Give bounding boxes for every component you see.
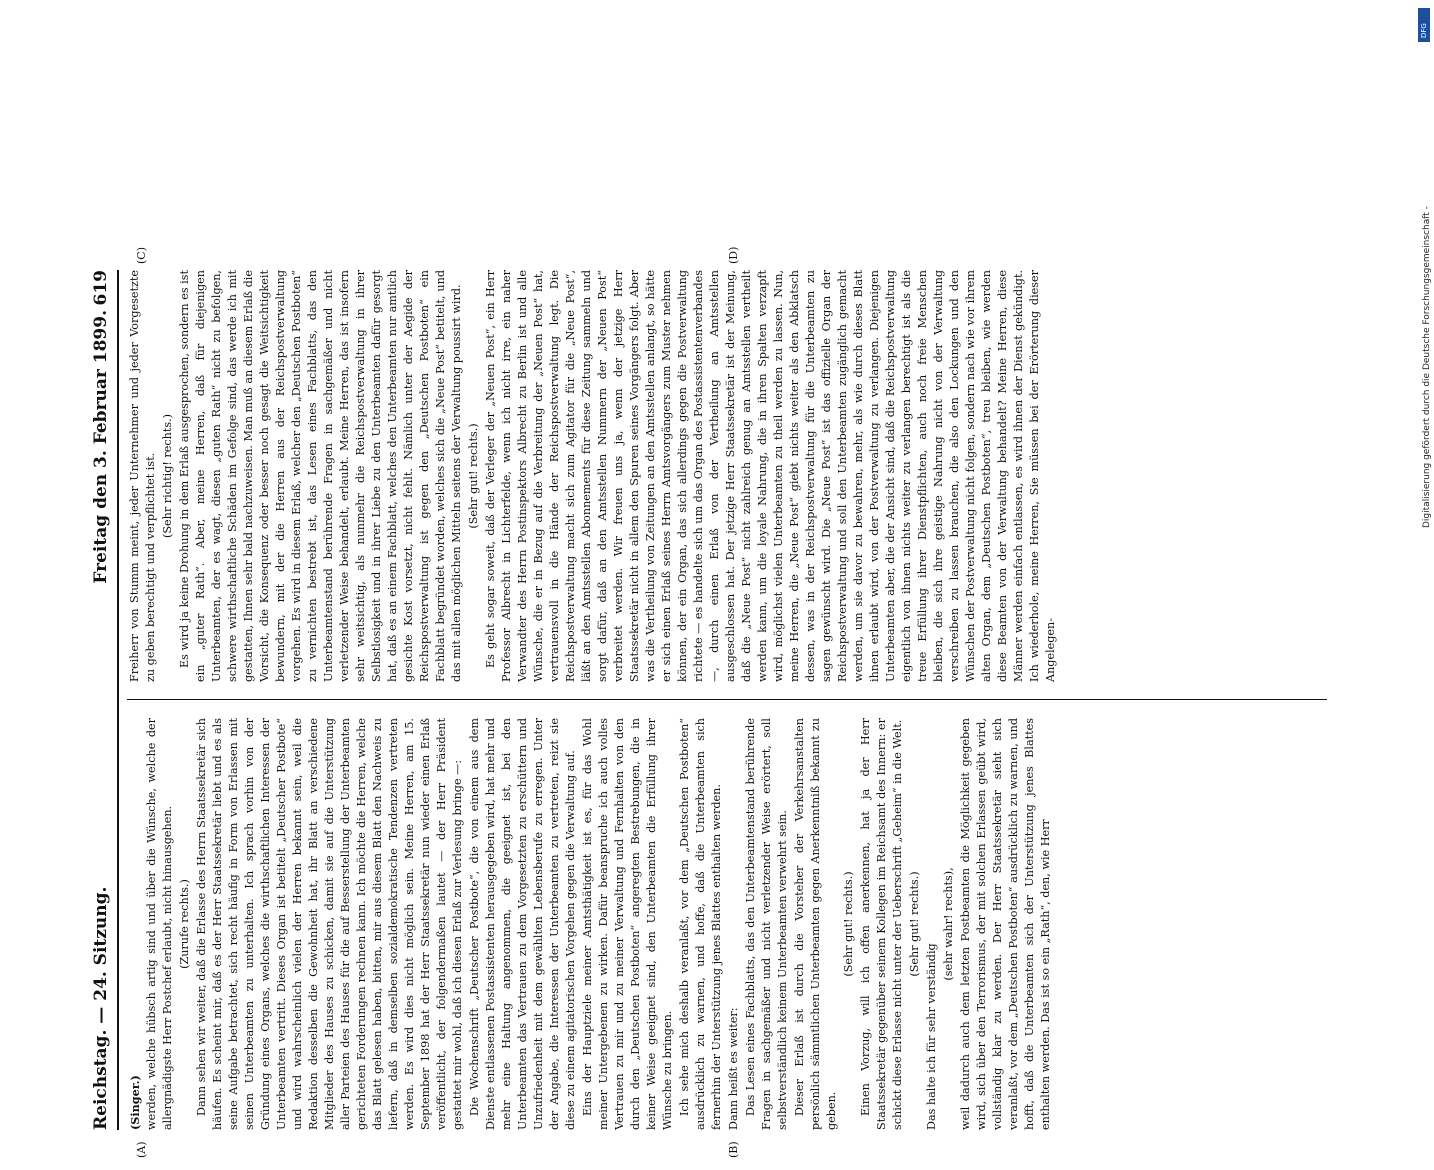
interjection: (Zurufe rechts.) [178,879,191,969]
margin-marker-b: (B) [727,1141,740,1158]
page-header [87,270,119,1130]
speaker-label: (Singer.) [128,1075,142,1130]
quoted-decree: Die Wochenschrift „Deutscher Postbote“, die von einem aus dem Dienste entlassenen Postassistenten herausgegeben wird, hat mehr und mehr eine Haltung angenommen, die geeignet ist, bei den Unterbeamten das Vertrauen zu dem Vorgesetzten zu erschüttern und Unzufriedenheit mit dem gewählten Lebensberufe zu erregen. Unter der Angabe, die Interessen der Unterbeamten zu vertreten, reizt sie diese zu einem agitatorischen Vorgehen gegen die Verwaltung auf. [468,718,577,1130]
paragraph: Freiherr von Stumm meint, jeder Unternehmer und jeder Vorgesetzte zu geben berechtigt und verpflichtet ist. [128,270,157,682]
paragraph: Einen Vorzug, will ich offen anerkennen, hat ja der Herr Staatssekretär gegenüber seinem Kollegen im Reichsamt des Innern: er schickt diese Erlasse nicht unter der Ueberschrift „Geheim“ in die Welt. [859,718,904,1130]
interjection: (sehr wahr! rechts), [942,867,955,981]
paragraph: Das halte ich für sehr verständig [925,943,938,1130]
interjection: (Sehr gut! rechts.) [467,423,480,529]
interjection: (Sehr richtig! rechts.) [161,413,174,539]
header-session-title: Reichstag. — 24. Sitzung. [91,886,111,1130]
interjection: (Sehr gut! rechts.) [908,871,921,977]
page-content [87,246,1347,1158]
quoted-decree: Ich sehe mich deshalb veranlaßt, vor dem „Deutschen Postboten“ ausdrücklich zu warnen, und hoffe, daß die Unterbeamten sich fernerhin der Unterstützung jenes Blattes enthalten werden. [678,718,723,1130]
quoted-decree: Das Lesen eines Fachblatts, das den Unterbeamtenstand berührende Fragen in sachgemäßer und nicht verletzender Weise erörtert, soll selbstverständlich keinem Unterbeamten verwehrt sein. [744,718,789,1130]
margin-marker-c: (C) [135,247,148,264]
quoted-decree: Dieser Erlaß ist durch die Vorsteher der Verkehrsanstalten persönlich sämmtlichen Unterbeamten gegen Anerkenntniß bekannt zu geben. [793,718,838,1130]
paragraph: Es wird ja keine Drohung in dem Erlaß ausgesprochen, sondern es ist ein „guter Rath“. Aber, meine Herren, daß für diejenigen Unterbeamten, der es wagt, diesen „guten Rath“ nicht zu befolgen, schwere wirthschaftliche Schäden im Gefolge sind, das werde ich mit gestatten, Ihnen sehr bald nachzuweisen. Man muß an diesem Erlaß die Vorsicht, die Konsequenz oder besser noch gesagt die Weitsichtigkeit bewundern, mit der die Herren aus der Reichspostverwaltung vorgehen. Es wird in diesem Erlaß, welcher den „Deutschen Postboten“ zu vernichten bestrebt ist, das Lesen eines Fachblatts, das den Unterbeamtenstand berührende Fragen in sachgemäßer und nicht verletzender Weise behandelt, erlaubt. Meine Herren, das ist insofern sehr weitsichtig, als nunmehr die Reichspostverwaltung in ihrer Selbstlosigkeit und in ihrer Liebe zu den Unterbeamten dafür gesorgt hat, daß es an einem Fachblatt, welches den Unterbeamten nur amtlich gesichte Kost vorsetzt, nicht fehlt. Nämlich unter der Aegide der Reichspostverwaltung ist gegen den „Deutschen Postboten“ ein Fachblatt begründet worden, welches sich die „Neue Post“ betitelt, und das mit allen möglichen Mitteln seitens der Verwaltung poussirt wird. [178,270,463,682]
margin-marker-d: (D) [727,246,740,264]
paragraph: Es geht sogar soweit, daß der Verleger der „Neuen Post“, ein Herr Professor Albrecht in Lichterfelde, wenn ich nicht irre, ein naher Verwandter des Herrn Postinspektors Albrecht zu Berlin ist und alle Wünsche, die er in Bezug auf die Verbreitung der „Neuen Post“ hat, vertrauensvoll in die Hände der Reichspostverwaltung legt. Die Reichspostverwaltung macht sich zum Agitator für die „Neue Post“, läßt an den Amtsstellen Abonnements für diese Zeitung sammeln und sorgt dafür, daß an den Amtsstellen Nummern der „Neuen Post“ verbreitet werden. Wir freuen uns ja, wenn der jetzige Herr Staatssekretär nicht in allem den Spuren seines Vorgängers folgt. Aber was die Vertheilung von Zeitungen an den Amtsstellen anlangt, so hätte er sich einen Erlaß seines Herrn Amtsvorgängers zum Muster nehmen können, der ein Organ, das sich allerdings gegen die Postverwaltung richtete — es handelte sich um das Organ des Postassistentenverbandes —, durch einen Erlaß von der Vertheilung an Amtsstellen ausgeschlossen hat. Der jetzige Herr Staatssekretär ist der Meinung, daß die „Neue Post“ nicht zahlreich genug an Amtsstellen vertheilt werden kann, um die loyale Nahrung, die in ihren Spalten verzapft wird, möglichst vielen Unterbeamten zu theil werden zu lassen. Nun, meine Herren, die „Neue Post“ giebt nichts weiter als den Abklatsch dessen, was in der Reichspostverwaltung für die Unterbeamten zu sagen gewünscht wird. Die „Neue Post“ ist das offizielle Organ der Reichspostverwaltung und soll den Unterbeamten zugänglich gemacht werden, um sie davor zu bewahren, mehr, als wie durch dieses Blatt ihnen erlaubt wird, von der Postverwaltung zu verlangen. Diejenigen Unterbeamten aber, die der Ansicht sind, daß die Reichspostverwaltung eigentlich von ihnen nichts weiter zu verlangen berechtigt ist als die treue Erfüllung ihrer Dienstpflichten, auch noch freie Menschen bleiben, die sich ihre geistige Nahrung nicht von der Verwaltung verschreiben zu lassen brauchen, die also den Lockungen und den Wünschen der Postverwaltung nicht folgen, sondern nach wie vor ihrem alten Organ, dem „Deutschen Postboten“, treu bleiben, wie werden diese Beamten von der Verwaltung behandelt? Meine Herren, diese Männer werden einfach entlassen, es wird ihnen der Dienst gekündigt. Ich wiederhole, meine Herren, Sie müssen bei der Erörterung dieser Angelegen- [484,269,1057,682]
paragraph: werden, welche hübsch artig sind und über die Wünsche, welche der allergnädigste Herr Postchef erlaubt, nicht hinausgehen. [145,718,174,1130]
margin-marker-a: (A) [135,1141,148,1158]
header-date: Freitag den 3. Februar 1899. [91,310,111,584]
interjection: (Sehr gut! rechts.) [842,871,855,977]
dfg-logo [1418,8,1430,42]
dfg-logo-text: DFG [1420,23,1428,38]
right-column [127,270,1060,682]
digitization-credit [1406,8,1432,528]
paragraph: Dann sehen wir weiter, daß die Erlasse des Herrn Staatssekretär sich häufen. Es scheint mir, daß es der Herr Staatssekretär liebt und es als seine Aufgabe betrachtet, sich recht häufig in Form von Erlassen mit seinen Unterbeamten zu unterhalten. Ich sprach vorhin von der Gründung eines Organs, welches die wirthschaftlichen Interessen der Unterbeamten vertritt. Dieses Organ ist betitelt „Deutscher Postbote“ und wird wahrscheinlich vielen der Herren bekannt sein, weil die Redaktion desselben die Gewohnheit hat, ihr Blatt an verschiedene Mitglieder des Hauses zu schicken, damit sie auf die Unterstützung aller Parteien des Hauses für die auf Besserstellung der Unterbeamten gerichteten Forderungen rechnen kann. Ich möchte die Herren, welche das Blatt gelesen haben, bitten, mir aus diesem Blatt den Nachweis zu liefern, daß in demselben sozialdemokratische Tendenzen vertreten werden. Es wird dies nicht möglich sein. Meine Herren, am 15. September 1898 hat der Herr Staatssekretär nun wieder einen Erlaß veröffentlicht, der folgendermaßen lautet — der Herr Präsident gestattet mir wohl, daß ich diesen Erlaß zur Verlesung bringe —: [195,718,464,1130]
page-number: 619 [91,270,111,306]
rotated-document-page [67,230,1367,1170]
quoted-decree: Eins der Hauptziele meiner Amtsthätigkeit ist es, für das Wohl meiner Untergebenen zu wirken. Dafür beanspruche ich auch volles Vertrauen zu mir und zu meiner Verwaltung und Fernhalten von den durch den „Deutschen Postboten“ angeregten Bestrebungen, die in keiner Weise geeignet sind, den Unterbeamten die Erfüllung ihrer Wünsche zu bringen. [581,718,674,1130]
credit-text: Digitalisierung gefördert durch die Deutsche Forschungsgemeinschaft - [1422,206,1432,528]
column-divider [127,699,1327,700]
paragraph: weil dadurch auch dem letzten Postbeamten die Möglichkeit gegeben wird, sich über den Terrorismus, der mit solchen Erlassen geübt wird, vollständig klar zu werden. Der Herr Staatssekretär sieht sich veranlaßt, vor dem „Deutschen Postboten“ ausdrücklich zu warnen, und hofft, daß die Unterbeamten sich der Unterstützung jenes Blattes enthalten werden. Das ist so ein „Rath“, den, wie Herr [959,718,1052,1130]
left-column [127,718,1055,1130]
paragraph: Dann heißt es weiter: [727,1007,740,1130]
